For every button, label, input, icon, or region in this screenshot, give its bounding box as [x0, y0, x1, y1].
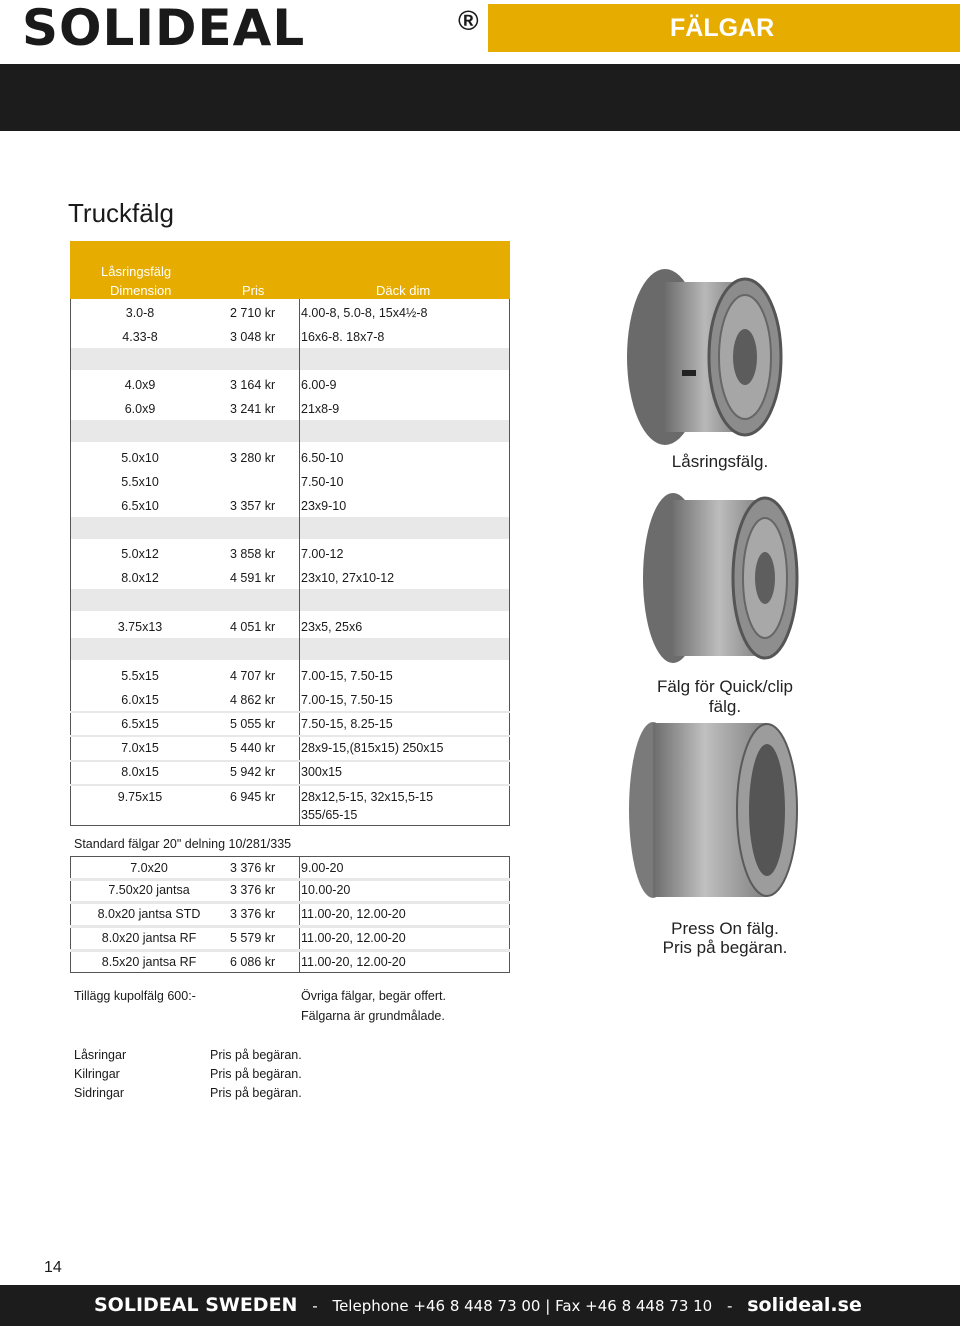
group-separator — [70, 348, 510, 370]
cell-tire: 7.50-15, 8.25-15 — [301, 717, 393, 731]
group-separator — [70, 589, 510, 611]
cell-dimension: 9.75x15 — [117, 790, 163, 804]
table-row — [70, 664, 510, 688]
table-row — [70, 615, 510, 639]
lock-ring-rim-image — [620, 262, 785, 452]
cell-dimension: 5.5x15 — [121, 669, 159, 683]
cell-dimension: 5.0x12 — [121, 547, 159, 561]
cell-price: 2 710 kr — [230, 306, 276, 320]
cell-price: 5 055 kr — [230, 717, 276, 731]
accessory-name: Låsringar — [74, 1048, 127, 1062]
cell-dimension: 7.0x15 — [121, 741, 159, 755]
cell-tire: 23x10, 27x10-12 — [301, 571, 395, 585]
cell-dimension: 3.0-8 — [125, 306, 155, 320]
table-row — [70, 373, 510, 397]
primed-note: Fälgarna är grundmålade. — [301, 1009, 445, 1023]
footer-company: SOLIDEAL SWEDEN — [94, 1294, 298, 1316]
footer-text — [94, 1293, 862, 1318]
table-row — [70, 325, 510, 349]
cell-tire: 4.00-8, 5.0-8, 15x4½-8 — [301, 306, 428, 320]
cell-dimension: 7.50x20 jantsa — [108, 883, 190, 897]
cell-tire: 9.00-20 — [301, 861, 344, 875]
cell-dimension: 4.33-8 — [122, 330, 158, 344]
table-row — [70, 301, 510, 325]
table-row — [70, 879, 510, 901]
cell-price: 4 591 kr — [230, 571, 276, 585]
registered-mark: ® — [458, 5, 479, 36]
page-number: 14 — [44, 1259, 62, 1276]
cell-dimension: 8.5x20 jantsa RF — [101, 955, 197, 969]
cell-tire: 7.00-12 — [301, 547, 344, 561]
cell-dimension: 8.0x12 — [121, 571, 159, 585]
accessory-price: Pris på begäran. — [210, 1086, 302, 1100]
cell-price: 5 942 kr — [230, 765, 276, 779]
table-row — [70, 470, 510, 494]
table-row — [70, 397, 510, 421]
header-band — [0, 64, 960, 131]
press-on-price-caption: Pris på begäran. — [662, 938, 788, 957]
table-row — [70, 927, 510, 949]
cell-tire: 21x8-9 — [301, 402, 340, 416]
cell-dimension: 8.0x20 jantsa STD — [97, 907, 201, 921]
cell-price: 3 241 kr — [230, 402, 276, 416]
table-row — [70, 903, 510, 925]
footer-separator: - — [727, 1297, 733, 1315]
cell-dimension: 6.0x15 — [121, 693, 159, 707]
table-row — [70, 951, 510, 973]
cell-tire: 28x12,5-15, 32x15,5-15 — [301, 790, 434, 804]
footer-website[interactable]: solideal.se — [747, 1294, 862, 1316]
table-row — [70, 688, 510, 712]
brand-logo: SOLIDEAL — [22, 0, 306, 57]
accessory-name: Sidringar — [74, 1086, 125, 1100]
press-on-rim-image — [625, 717, 801, 903]
rim-table-20 — [70, 856, 510, 973]
cell-tire: 28x9-15,(815x15) 250x15 — [301, 741, 444, 755]
lock-ring-caption: Låsringsfälg. — [671, 452, 769, 471]
cell-dimension: 5.5x10 — [121, 475, 159, 489]
table-row — [70, 542, 510, 566]
cell-price: 6 086 kr — [230, 955, 276, 969]
table-row — [70, 857, 510, 879]
cell-tire: 6.00-9 — [301, 378, 337, 392]
cell-price: 5 440 kr — [230, 741, 276, 755]
cell-price: 3 376 kr — [230, 883, 276, 897]
cell-tire: 10.00-20 — [301, 883, 351, 897]
other-rims-note: Övriga fälgar, begär offert. — [301, 989, 446, 1003]
cell-price: 3 858 kr — [230, 547, 276, 561]
cell-price: 3 357 kr — [230, 499, 276, 513]
table-row — [70, 494, 510, 518]
table-row — [70, 446, 510, 470]
category-title: FÄLGAR — [670, 14, 775, 42]
cell-dimension: 6.0x9 — [124, 402, 156, 416]
cell-dimension: 7.0x20 — [130, 861, 168, 875]
table-row — [70, 566, 510, 590]
cell-dimension: 5.0x10 — [121, 451, 159, 465]
accessory-name: Kilringar — [74, 1067, 120, 1081]
cell-tire: 7.00-15, 7.50-15 — [301, 693, 393, 707]
cell-price: 4 051 kr — [230, 620, 276, 634]
accessory-price: Pris på begäran. — [210, 1048, 302, 1062]
cell-dimension: 6.5x15 — [121, 717, 159, 731]
cell-tire: 7.50-10 — [301, 475, 344, 489]
cell-dimension: 4.0x9 — [124, 378, 156, 392]
cell-tire: 16x6-8. 18x7-8 — [301, 330, 385, 344]
cell-tire: 7.00-15, 7.50-15 — [301, 669, 393, 683]
grid-line — [70, 825, 510, 826]
cell-price: 4 707 kr — [230, 669, 276, 683]
press-on-caption: Press On fälg. — [671, 919, 779, 938]
table-row — [70, 805, 510, 825]
quick-clip-caption: Fälg för Quick/clip fälg. — [656, 677, 794, 716]
cell-tire: 11.00-20, 12.00-20 — [301, 955, 406, 969]
table-row — [70, 712, 510, 736]
cell-price: 6 945 kr — [230, 790, 276, 804]
cell-price: 5 579 kr — [230, 931, 276, 945]
column-header-price: Pris — [242, 283, 265, 298]
cell-price: 3 376 kr — [230, 907, 276, 921]
table-type-label: Låsringsfälg — [101, 264, 172, 279]
column-header-dimension: Dimension — [110, 283, 172, 298]
table-row — [70, 736, 510, 760]
cell-tire: 11.00-20, 12.00-20 — [301, 931, 406, 945]
footer-contact: Telephone +46 8 448 73 00 | Fax +46 8 448 73 10 — [332, 1297, 713, 1315]
cell-tire: 300x15 — [301, 765, 343, 779]
section-title: Truckfälg — [68, 198, 174, 228]
table-row — [70, 760, 510, 784]
standard-rims-label: Standard fälgar 20" delning 10/281/335 — [74, 837, 292, 851]
cell-dimension: 8.0x20 jantsa RF — [101, 931, 197, 945]
accessory-price: Pris på begäran. — [210, 1067, 302, 1081]
group-separator — [70, 517, 510, 539]
footer-separator: - — [312, 1297, 318, 1315]
quick-clip-rim-image — [638, 486, 803, 668]
cell-dimension: 8.0x15 — [121, 765, 159, 779]
cell-price: 3 048 kr — [230, 330, 276, 344]
column-header-tire-dim: Däck dim — [376, 283, 431, 298]
cell-tire: 23x5, 25x6 — [301, 620, 363, 634]
cell-price: 4 862 kr — [230, 693, 276, 707]
cell-tire: 355/65-15 — [301, 808, 358, 822]
cell-tire: 23x9-10 — [301, 499, 347, 513]
cell-dimension: 6.5x10 — [121, 499, 159, 513]
kupol-note: Tillägg kupolfälg 600:- — [74, 989, 196, 1003]
cell-price: 3 376 kr — [230, 861, 276, 875]
cell-dimension: 3.75x13 — [117, 620, 163, 634]
rim-table — [70, 299, 510, 826]
group-separator — [70, 638, 510, 660]
cell-tire: 11.00-20, 12.00-20 — [301, 907, 406, 921]
cell-tire: 6.50-10 — [301, 451, 344, 465]
group-separator — [70, 420, 510, 442]
cell-price: 3 280 kr — [230, 451, 276, 465]
cell-price: 3 164 kr — [230, 378, 276, 392]
